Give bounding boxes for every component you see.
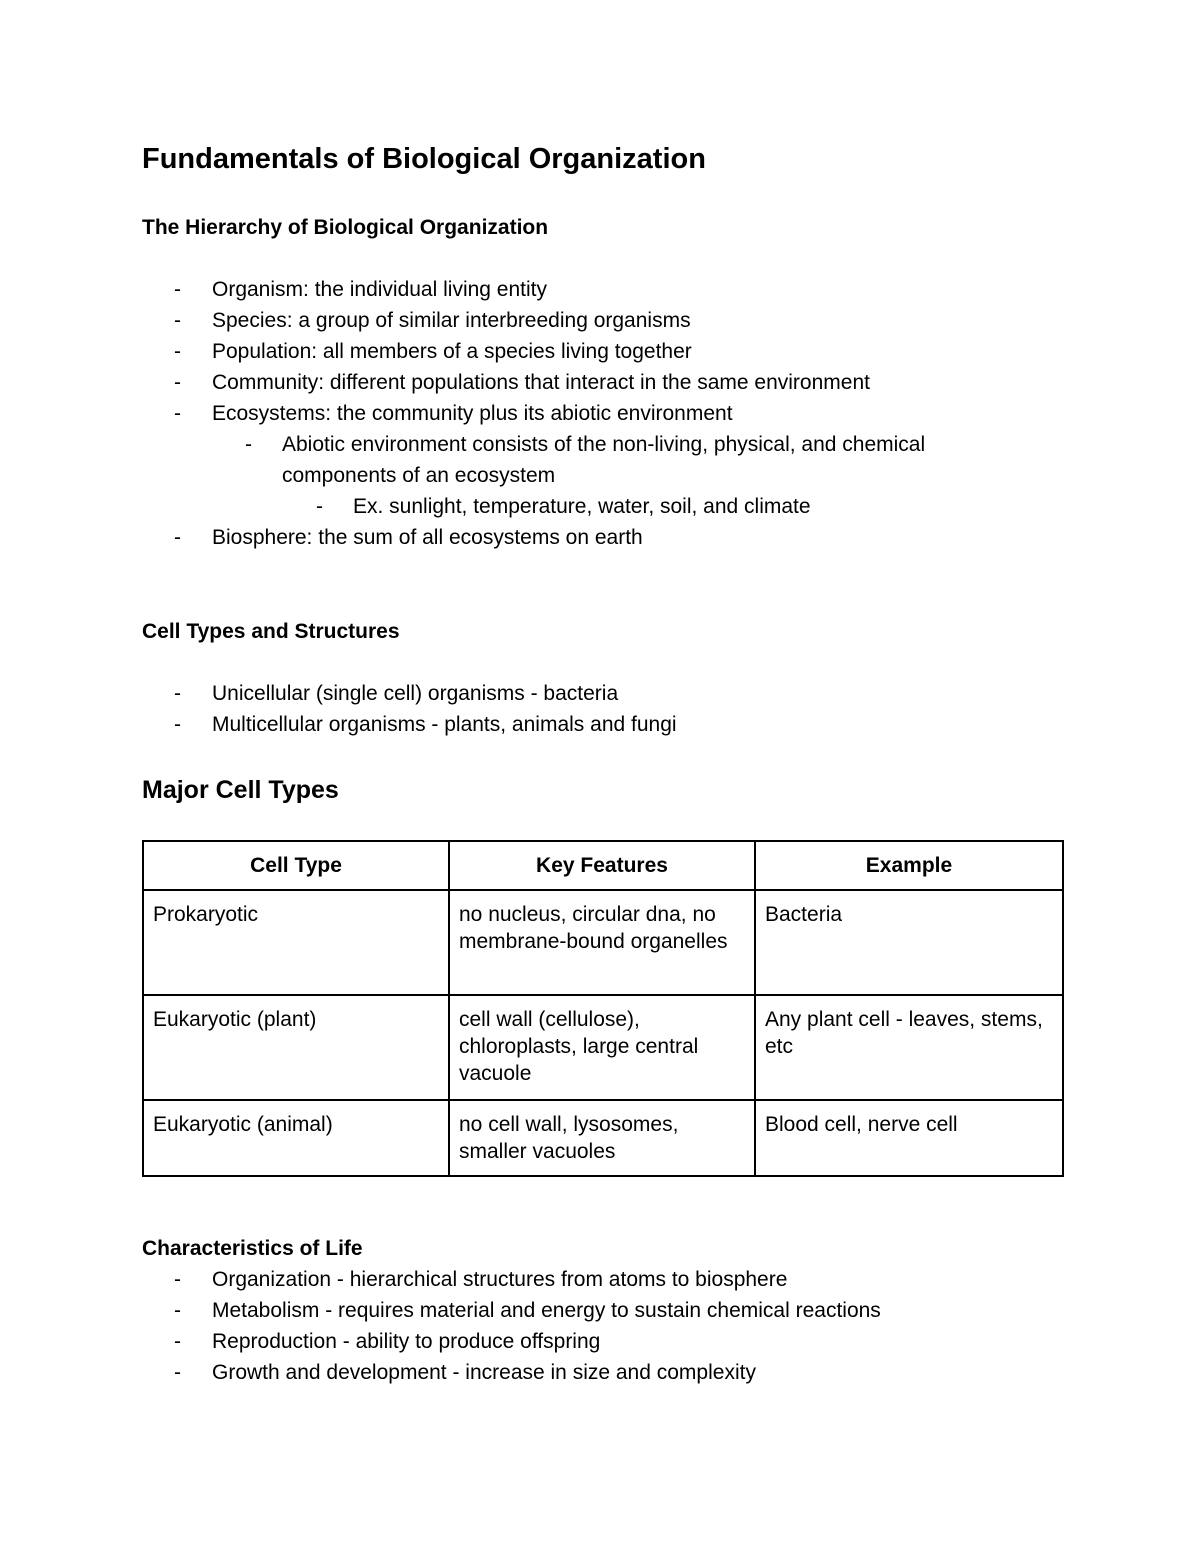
bullet-dash: -: [174, 1330, 181, 1353]
bullet-dash: -: [174, 526, 181, 549]
characteristics-heading: Characteristics of Life: [142, 1237, 363, 1260]
bullet-dash: -: [174, 278, 181, 301]
bullet-dash: -: [174, 309, 181, 332]
table-cell: Any plant cell - leaves, stems, etc: [755, 995, 1063, 1100]
table-header-row: [143, 841, 1063, 890]
bullet-dash: -: [174, 1361, 181, 1384]
list-item: - Multicellular organisms - plants, animals and fungi: [142, 709, 1042, 740]
bullet-dash: -: [174, 1299, 181, 1322]
cell-types-structures-heading: Cell Types and Structures: [142, 620, 400, 643]
table-cell: cell wall (cellulose), chloroplasts, large central vacuole: [449, 995, 755, 1100]
list-item: - Species: a group of similar interbreeding organisms: [142, 305, 1042, 336]
cell-types-structures-list: [142, 678, 1042, 740]
list-item: - Organization - hierarchical structures from atoms to biosphere: [142, 1264, 1042, 1295]
table-cell: Eukaryotic (plant): [143, 995, 449, 1100]
column-header: Key Features: [449, 841, 755, 890]
list-item: - Metabolism - requires material and energy to sustain chemical reactions: [142, 1295, 1042, 1326]
table-row: [143, 890, 1063, 995]
major-cell-types-heading: Major Cell Types: [142, 776, 339, 804]
bullet-dash: -: [174, 371, 181, 394]
bullet-dash: -: [174, 713, 181, 736]
major-cell-types-table: [142, 840, 1064, 1177]
table-row: [143, 995, 1063, 1100]
table-cell: Bacteria: [755, 890, 1063, 995]
table-cell: Prokaryotic: [143, 890, 449, 995]
bullet-dash: -: [174, 682, 181, 705]
bullet-dash: -: [245, 433, 252, 456]
list-item: - Reproduction - ability to produce offspring: [142, 1326, 1042, 1357]
characteristics-list: [142, 1264, 1042, 1388]
list-sub-sub-item: - Ex. sunlight, temperature, water, soil, and climate: [142, 491, 1042, 522]
list-item: - Community: different populations that interact in the same environment: [142, 367, 1042, 398]
list-item: - Biosphere: the sum of all ecosystems on earth: [142, 522, 1042, 553]
list-item: - Unicellular (single cell) organisms - bacteria: [142, 678, 1042, 709]
hierarchy-heading: The Hierarchy of Biological Organization: [142, 216, 549, 239]
bullet-dash: -: [316, 495, 323, 518]
list-item: - Ecosystems: the community plus its abiotic environment: [142, 398, 1042, 429]
document-title: Fundamentals of Biological Organization: [142, 143, 706, 175]
list-item: - Population: all members of a species living together: [142, 336, 1042, 367]
list-item: - Growth and development - increase in size and complexity: [142, 1357, 1042, 1388]
table-cell: no cell wall, lysosomes, smaller vacuoles: [449, 1100, 755, 1176]
table-cell: no nucleus, circular dna, no membrane-bound organelles: [449, 890, 755, 995]
column-header: Cell Type: [143, 841, 449, 890]
bullet-dash: -: [174, 1268, 181, 1291]
hierarchy-list: [142, 274, 1042, 553]
table-cell: Blood cell, nerve cell: [755, 1100, 1063, 1176]
table-row: [143, 1100, 1063, 1176]
table-cell: Eukaryotic (animal): [143, 1100, 449, 1176]
bullet-dash: -: [174, 340, 181, 363]
list-item: - Organism: the individual living entity: [142, 274, 1042, 305]
bullet-dash: -: [174, 402, 181, 425]
list-sub-item: - Abiotic environment consists of the non-living, physical, and chemical components of an ecosystem: [142, 429, 1042, 491]
column-header: Example: [755, 841, 1063, 890]
